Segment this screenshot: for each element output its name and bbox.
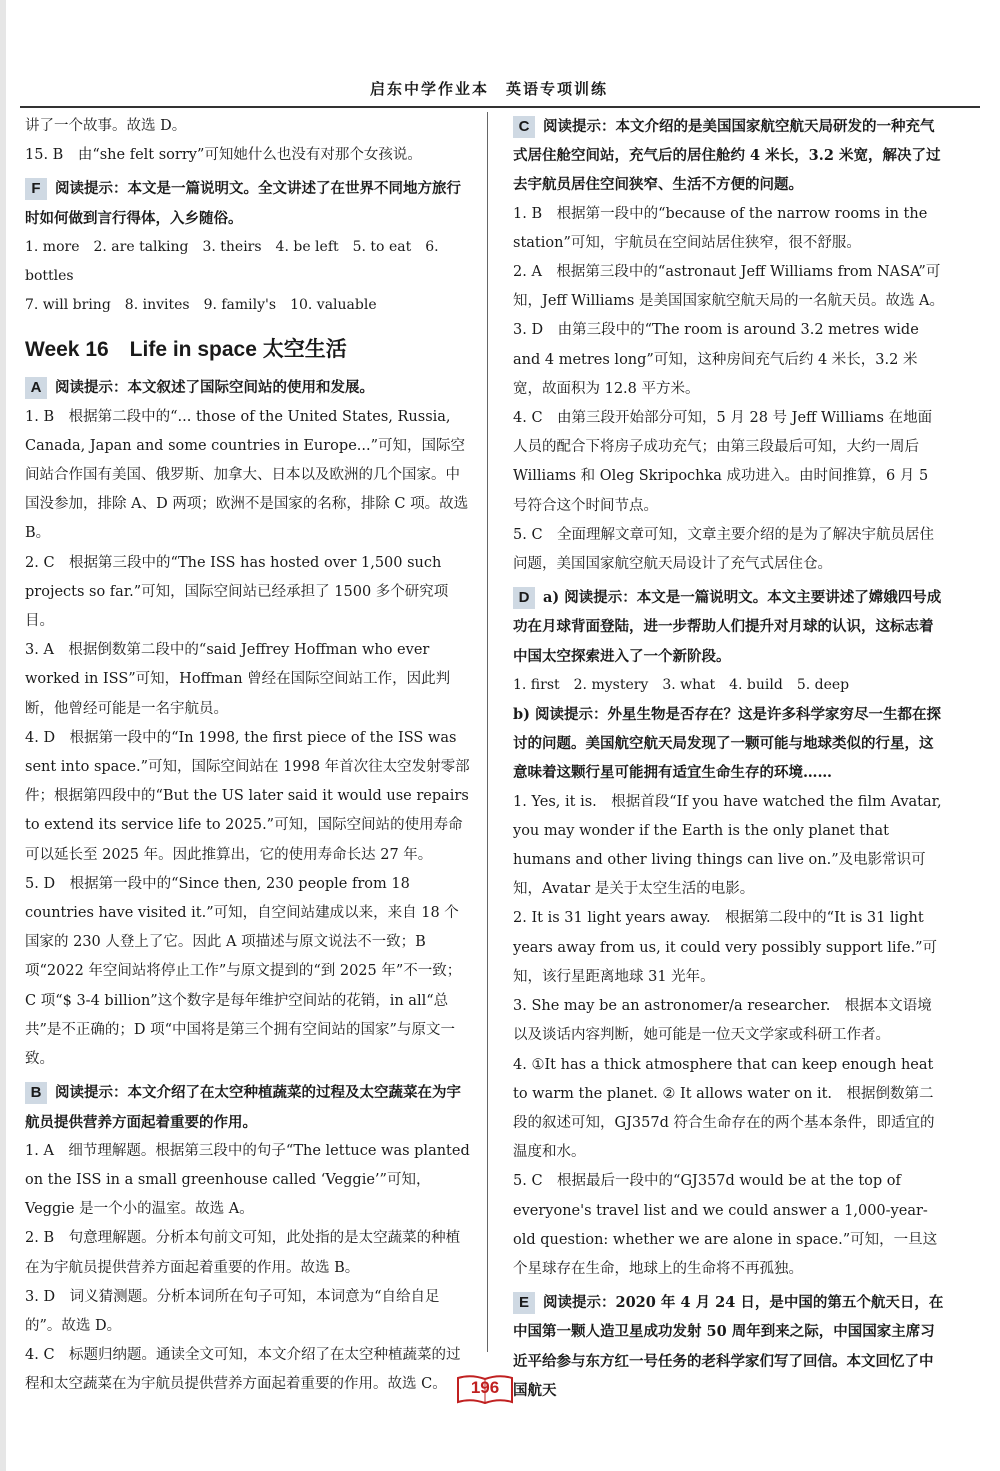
answer-item: 5. C 根据最后一段中的“GJ357d would be at the top of everyone's travel list and we could answer a 1,000-year-old question: whether we are alone in space.”可知，一旦这个星球存在生命，地球上的生命将不再孤独。 [513, 1173, 938, 1277]
answer-item: 2. A 根据第三段中的“astronaut Jeff Williams from NASA”可知，Jeff Williams 是美国国家航空航天局的一名航天员。故选 A。 [513, 264, 945, 310]
hint-text: 阅读提示：本文介绍了在太空种植蔬菜的过程及太空蔬菜在为宇航员提供营养方面起着重要的作用。 [25, 1084, 461, 1131]
answer-row: 7. will bring 8. invites 9. family's 10. valuable [25, 297, 377, 314]
section-a-hint [25, 373, 470, 402]
section-d-hint-b: b) 阅读提示：外星生物是否存在？这是许多科学家穷尽一生都在探讨的问题。美国航空航天局发现了一颗可能与地球类似的行星，这意味着这颗行星可能拥有适宜生命生存的环境…… [513, 706, 942, 782]
answer-item: 4. C 标题归纳题。通读全文可知，本文介绍了在太空种植蔬菜的过程和太空蔬菜在为宇航员提供营养方面起着重要的作用。故选 C。 [25, 1347, 461, 1393]
hint-text: 阅读提示：本文介绍的是美国国家航空航天局研发的一种充气式居住舱空间站，充气后的居住舱约 4 米长，3.2 米宽，解决了过去宇航员居住空间狭窄、生活不方便的问题。 [513, 118, 941, 194]
section-badge-e: E [513, 1292, 535, 1314]
header-rule [20, 106, 980, 108]
answer-item: 5. D 根据第一段中的“Since then, 230 people from 18 countries have visited it.”可知，自空间站建成以来，来自 18 个国家的 230 人登上了它。因此 A 项描述与原文说法不一致；B 项“2022 年空间站将停止工作”与原文提到的“到 2025 年”不一致；C 项“$ 3-4 billion”这个数字是每年维护空间站的花销，in all“总共”是不正确的；D 项“中国将是第三个拥有空间站的国家”与原文一致。 [25, 875, 462, 1068]
answer-item: 15. B 由“she felt sorry”可知她什么也没有对那个女孩说。 [25, 147, 422, 164]
hint-text: 阅读提示：本文叙述了国际空间站的使用和发展。 [55, 379, 374, 397]
week-title-zh: 太空生活 [262, 337, 347, 362]
section-badge-a: A [25, 377, 47, 399]
right-column [513, 112, 945, 1405]
page-number: 196 [470, 1378, 500, 1397]
answer-item: 1. B 根据第二段中的“... those of the United States, Russia, Canada, Japan and some countries in Europe...”可知，国际空间站合作国有美国、俄罗斯、加拿大、日本以及欧洲的几个国家。中国没参加，排除 A、D 两项；欧洲不是国家的名称，排除 C 项。故选 B。 [25, 408, 469, 542]
answer-item: 2. C 根据第三段中的“The ISS has hosted over 1,500 such projects so far.”可知，国际空间站已经承担了 1500 多个研究项目。 [25, 554, 449, 630]
answer-item: 1. A 细节理解题。根据第三段中的句子“The lettuce was planted on the ISS in a small greenhouse called ‘Veggie’”可知，Veggie 是一个小的温室。故选 A。 [25, 1142, 470, 1218]
answer-item: 1. Yes, it is. 根据首段“If you have watched the film Avatar, you may wonder if the Earth is the only planet that humans and other living things can live on.”及电影常识可知，Avatar 是关于太空生活的电影。 [513, 793, 942, 898]
section-b-hint [25, 1078, 470, 1136]
section-f-hint [25, 174, 470, 232]
section-c-hint [513, 112, 945, 200]
answer-item: 3. A 根据倒数第二段中的“said Jeffrey Hoffman who ever worked in ISS”可知，Hoffman 曾经在国际空间站工作，因此判断，他曾经可能是一名宇航员。 [25, 642, 451, 717]
answer-item: 4. D 根据第一段中的“In 1998, the first piece of the ISS was sent into space.”可知，国际空间站在 1998 年首次往太空发射零部件；根据第四段中的“But the US later said it would use repairs to extend its service life to 2025.”可知，国际空间站的使用寿命可以延长至 2025 年。因此推算出，它的使用寿命长达 27 年。 [25, 729, 470, 863]
answer-item: 5. C 全面理解文章可知，文章主要介绍的是为了解决宇航员居住问题，美国国家航空航天局设计了充气式居住仓。 [513, 526, 935, 573]
answer-item: 3. D 由第三段中的“The room is around 3.2 metres wide and 4 metres long”可知，这种房间充气后约 4 米长，3.2 米宽，故面积为 12.8 平方米。 [513, 322, 919, 397]
text-line: 讲了一个故事。故选 D。 [25, 118, 187, 134]
section-d-hint-a [513, 583, 945, 671]
section-badge-f: F [25, 178, 47, 200]
answer-item: 3. She may be an astronomer/a researcher. 根据本文语境以及谈话内容判断，她可能是一位天文学家或科研工作者。 [513, 998, 932, 1044]
answer-row: 1. more 2. are talking 3. theirs 4. be left 5. to eat 6. bottles [25, 238, 439, 285]
header-title: 启东中学作业本 英语专项训练 [370, 80, 609, 98]
answer-item: 3. D 词义猜测题。分析本词所在句子可知，本词意为“自给自足的”。故选 D。 [25, 1288, 440, 1334]
hint-text: 阅读提示：2020 年 4 月 24 日，是中国的第五个航天日，在中国第一颗人造卫星成功发射 50 周年到来之际，中国国家主席习近平给参与东方红一号任务的老科学家们写了回信。本文回忆了中国航天 [513, 1294, 944, 1399]
hint-text: 阅读提示：本文是一篇说明文。全文讲述了在世界不同地方旅行时如何做到言行得体，入乡随俗。 [25, 180, 461, 227]
section-badge-d: D [513, 587, 535, 609]
week-title-en: Week 16 Life in space [25, 338, 263, 362]
answer-item: 4. C 由第三段开始部分可知，5 月 28 号 Jeff Williams 在地面人员的配合下将房子成功充气；由第三段最后可知，大约一周后 Williams 和 Oleg Skripochka 成功进入。由时间推算，6 月 5 号符合这个时间节点。 [513, 410, 933, 514]
hint-text: a) 阅读提示：本文是一篇说明文。本文主要讲述了嫦娥四号成功在月球背面登陆，进一步帮助人们提升对月球的认识，这标志着中国太空探索进入了一个新阶段。 [513, 589, 942, 665]
column-divider [487, 112, 488, 1352]
left-column [25, 112, 470, 1400]
answer-item: 4. ①It has a thick atmosphere that can keep enough heat to warm the planet. ② It allows water on it. 根据倒数第二段的叙述可知，GJ357d 符合生命存在的两个基本条件，即适宜的温度和水。 [513, 1056, 935, 1161]
week-title [25, 332, 470, 367]
section-e-hint [513, 1288, 945, 1405]
section-badge-b: B [25, 1082, 47, 1104]
answer-item: 1. B 根据第一段中的“because of the narrow rooms in the station”可知，宇航员在空间站居住狭窄，很不舒服。 [513, 205, 928, 251]
answer-item: 2. It is 31 light years away. 根据第二段中的“It is 31 light years away from us, it could very possibly support life.”可知，该行星距离地球 31 光年。 [513, 910, 938, 985]
answer-item: 2. B 句意理解题。分析本句前文可知，此处指的是太空蔬菜的种植在为宇航员提供营养方面起着重要的作用。故选 B。 [25, 1230, 461, 1276]
section-badge-c: C [513, 116, 535, 138]
answer-row: 1. first 2. mystery 3. what 4. build 5. deep [513, 676, 850, 693]
page-edge-shadow [0, 0, 6, 1471]
